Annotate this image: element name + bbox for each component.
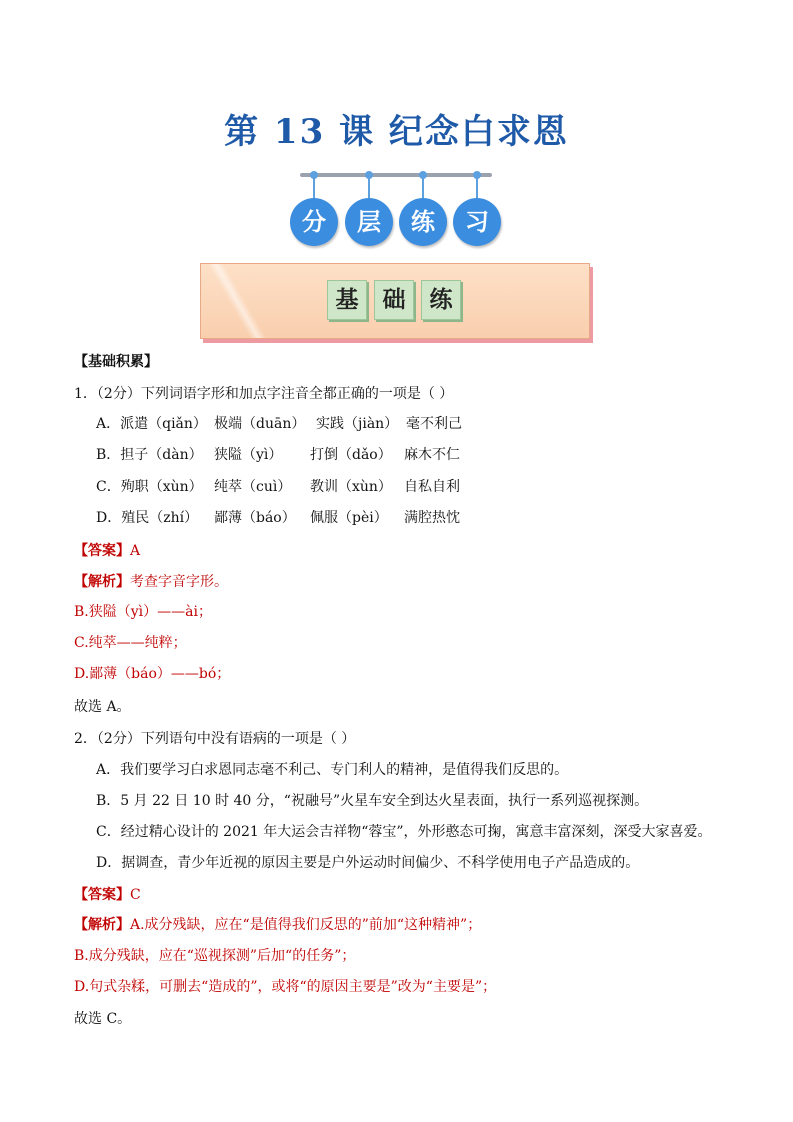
banner-char: 练 bbox=[399, 198, 447, 246]
option-word: C．殉职（xùn） bbox=[96, 479, 203, 495]
q2-option-b: B．5 月 22 日 10 时 40 分，“祝融号”火星车安全到达火星表面，执行一系列巡视探测。 bbox=[96, 793, 649, 809]
q2-option-d: D．据调查，青少年近视的原因主要是户外运动时间偏少、不科学使用电子产品造成的。 bbox=[96, 855, 640, 871]
option-word: 狭隘（yì） bbox=[214, 447, 283, 463]
decorative-stripe bbox=[209, 264, 269, 338]
option-word: 毫不利己 bbox=[406, 416, 462, 432]
q2-analysis bbox=[74, 914, 481, 934]
option-word: 鄙薄（báo） bbox=[214, 510, 296, 526]
banner-char: 分 bbox=[290, 198, 338, 246]
q1-option-a bbox=[96, 413, 462, 433]
analysis-label: 【解析】 bbox=[74, 917, 130, 933]
lesson-title: 第 13 课 纪念白求恩 bbox=[224, 112, 569, 152]
analysis-line: B.成分残缺，应在“巡视探测”后加“的任务”； bbox=[74, 948, 356, 964]
q1-option-b bbox=[96, 444, 460, 464]
analysis-line: B.狭隘（yì）——ài； bbox=[74, 604, 212, 620]
option-word: 满腔热忱 bbox=[404, 510, 460, 526]
option-word: 打倒（dǎo） bbox=[310, 447, 392, 463]
question-1-stem: 1．（2分）下列词语字形和加点字注音全都正确的一项是（ ） bbox=[74, 386, 454, 402]
banner-stem bbox=[313, 176, 315, 198]
section-heading: 【基础积累】 bbox=[74, 354, 158, 370]
q2-option-a: A．我们要学习白求恩同志毫不利己、专门利人的精神，是值得我们反思的。 bbox=[96, 762, 569, 778]
section-char: 基 bbox=[327, 280, 367, 320]
section-char: 练 bbox=[421, 280, 461, 320]
q1-conclusion: 故选 A。 bbox=[74, 699, 131, 715]
analysis-line: D.鄙薄（báo）——bó； bbox=[74, 666, 231, 682]
analysis-line: C.纯萃——纯粹； bbox=[74, 635, 187, 651]
section-box bbox=[200, 263, 590, 339]
q1-analysis bbox=[74, 571, 228, 591]
option-word: 纯萃（cuì） bbox=[214, 479, 292, 495]
q1-answer bbox=[74, 540, 140, 560]
option-word: 佩服（pèi） bbox=[310, 510, 388, 526]
analysis-text: A.成分残缺，应在“是值得我们反思的”前加“这种精神”； bbox=[130, 917, 482, 933]
banner-stem bbox=[368, 176, 370, 198]
q1-option-c bbox=[96, 476, 460, 496]
question-2-stem: 2．（2分）下列语句中没有语病的一项是（ ） bbox=[74, 731, 356, 747]
banner-stem bbox=[476, 176, 478, 198]
option-word: A．派遣（qiǎn） bbox=[96, 416, 207, 432]
answer-value: C bbox=[130, 887, 141, 903]
analysis-line: D.句式杂糅，可删去“造成的”，或将“的原因主要是”改为“主要是”； bbox=[74, 979, 497, 995]
banner-char: 习 bbox=[453, 198, 501, 246]
answer-label: 【答案】 bbox=[74, 887, 130, 903]
option-word: 实践（jiàn） bbox=[316, 416, 399, 432]
option-word: 极端（duān） bbox=[214, 416, 306, 432]
option-word: B．担子（dàn） bbox=[96, 447, 203, 463]
section-char: 础 bbox=[374, 280, 414, 320]
option-word: 麻木不仁 bbox=[404, 447, 460, 463]
q2-conclusion: 故选 C。 bbox=[74, 1011, 132, 1027]
analysis-label: 【解析】 bbox=[74, 574, 130, 590]
answer-value: A bbox=[130, 543, 141, 559]
option-word: D．殖民（zhí） bbox=[96, 510, 199, 526]
q1-option-d bbox=[96, 507, 460, 527]
q2-answer bbox=[74, 884, 141, 904]
answer-label: 【答案】 bbox=[74, 543, 130, 559]
banner-stem bbox=[422, 176, 424, 198]
banner-char: 层 bbox=[345, 198, 393, 246]
option-word: 教训（xùn） bbox=[310, 479, 392, 495]
banner-bar bbox=[300, 173, 492, 177]
option-word: 自私自利 bbox=[404, 479, 460, 495]
analysis-text: 考查字音字形。 bbox=[130, 574, 228, 590]
q2-option-c: C．经过精心设计的 2021 年大运会吉祥物“蓉宝”，外形憨态可掬，寓意丰富深刻，深受大家喜爱。 bbox=[96, 824, 712, 840]
